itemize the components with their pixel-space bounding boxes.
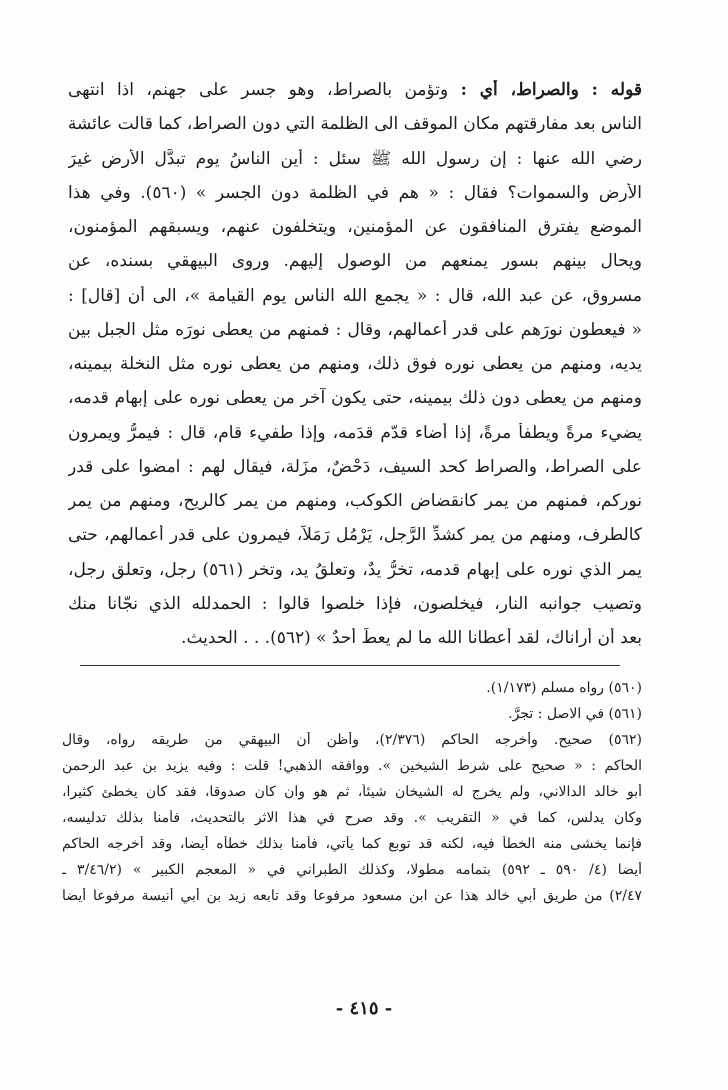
text-line: قوله : والصراط، أي : وتؤمن بالصراط، وهو جسر على جهنم، اذا انتهى [68,80,642,100]
main-text-block [68,80,642,648]
text-line: الأرض والسموات؟ فقال : « هم في الظلمة دون الجسر » (٥٦٠). وفي هذا [68,182,642,203]
text-line: كالطرف، ومنهم من يمر كشدِّ الرَّجل، يَرْمُل رَمَلاً، فيمرون على قدر أعمالهم، حتى [68,525,642,546]
footnote-562-line: وكان يدلس، كما في « التقريب ». وقد صرح في هذا الاثر بالتحديث، فأمنا بذلك تدليسه، [62,810,642,826]
text-line: نوركم، فمنهم من يمر كانقضاض الكوكب، ومنهم من يمر كالريح، ومنهم من يمر [68,491,642,511]
text-line: الموضع يفترق المنافقون عن المؤمنين، ويتخلفون عنهم، ويسبقهم المؤمنون، [68,217,642,237]
footnote-560: (٥٦٠) رواه مسلم (١/١٧٣). [486,680,642,696]
text-line: الناس بعد مفارقتهم مكان الموقف الى الظلمة التي دون الصراط، كما قالت عائشة [68,114,642,135]
footnote-562-line: الحاكم : « صحيح على شرط الشيخين ». ووافقه الذهبي! قلت : وفيه يزيد بن عبد الرحمن [62,758,642,774]
footnote-562-line: فإنما يخشى منه الخطأ فيه، لكنه قد توبع كما يأتي، فأمنا بذلك خطأه أيضا، وقد أخرجه الحاكم [62,836,642,852]
text-line: بعد أن أراناك، لقد أعطانا الله ما لم يعطَ أحدٌ » (٥٦٢). . . الحديث. [181,628,642,648]
footnote-562-line: أيضا (٤/ ٥٩٠ ـ ٥٩٢) بتمامه مطولا، وكذلك الطبراني في « المعجم الكبير » (٣/٤٦/٢ ـ [62,862,642,878]
text-line: « فيعطون نورَهم على قدر أعمالهم، وقال : فمنهم من يعطى نورَه مثل الجبل بين [68,319,642,340]
text-line: على الصراط، والصراط كحد السيف، دَحْضٌ، مزَلة، فيقال لهم : امضوا على قدر [68,456,642,477]
text-line: ويحال بينهم بسور يمنعهم من الوصول إليهم. وروى البيهقي بسنده، عن [68,251,642,272]
text-line: يديه، ومنهم من يعطى نوره فوق ذلك، ومنهم من يعطى نوره مثل النخلة بيمينه، [68,354,642,374]
text-line: وتصيب جوانبه النار، فيخلصون، فإذا خلصوا قالوا : الحمدلله الذي نجّانا منك [68,593,642,614]
footnote-562-line: أبو خالد الدالاني، ولم يخرج له الشيخان شيئاً، ثم هو وان كان صدوقا، فقد كان يخطئ كثيرا، [62,784,642,800]
text-line: يضيء مرةً ويطفأ مرةً، إذا أضاء قدّم قدَمه، وإذا طفيء قام، قال : فيمرُّ ويمرون [68,422,642,443]
footnote-562-line: (٥٦٢) صحيح. وأخرجه الحاكم (٢/٣٧٦)، وأظن أن البيهقي من طريقه رواه، وقال [62,732,642,748]
footnote-561: (٥٦١) في الاصل : تجرَّ. [508,706,642,722]
text-line: رضي الله عنها : إن رسول الله ﷺ سئل : أين الناسُ يوم تبدَّل الأرض غيرَ [68,148,642,169]
text-line: يمر الذي نوره على إبهام قدمه، تخرُّ يدٌ، وتعلقُ يد، وتخر (٥٦١) رجل، وتعلق رجل، [68,559,642,580]
text-line: مسروق، عن عبد الله، قال : « يجمع الله الناس يوم القيامة »، الى أن [قال] : [68,285,642,306]
page-number: - ٤١٥ - [335,998,393,1019]
footnote-562-line: ٢/٤٧) من طريق أبي خالد هذا عن ابن مسعود مرفوعا وقد تابعه زيد بن أبي أنيسة مرفوعا أيضا [62,888,642,904]
footnote-separator [80,665,620,666]
text-line: ومنهم من يعطى دون ذلك بيمينه، حتى يكون آخر من يعطى نوره على إبهام قدمه، [68,388,642,409]
lemma-heading: قوله : والصراط، أي : [460,80,642,100]
footnotes-block [62,680,642,914]
